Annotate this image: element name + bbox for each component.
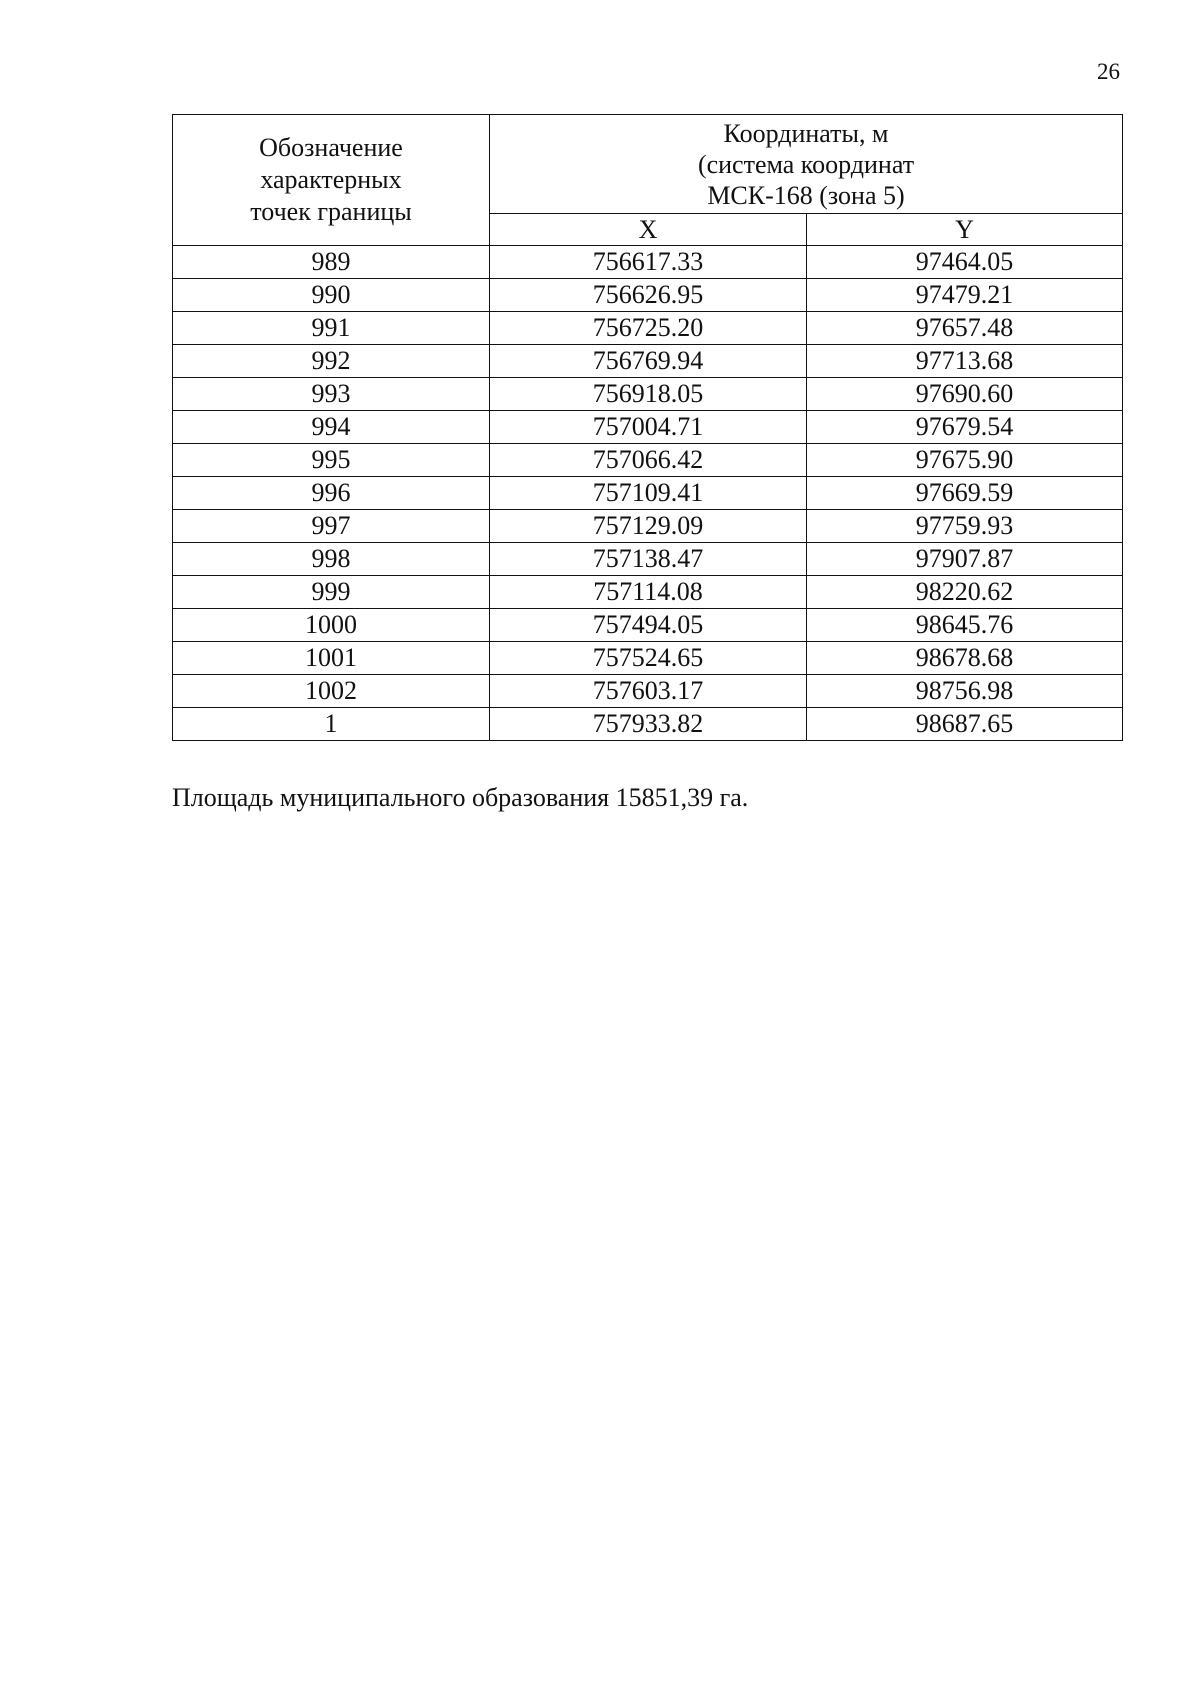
point-cell: 995 [173,444,490,477]
y-cell: 98756.98 [807,675,1123,708]
x-cell: 757004.71 [490,411,807,444]
table-row [173,444,1123,477]
point-cell: 1000 [173,609,490,642]
table-row [173,675,1123,708]
table-row [173,246,1123,279]
table-row [173,609,1123,642]
coordinates-table [172,114,1123,741]
page-number: 26 [1097,59,1120,84]
x-cell: 757138.47 [490,543,807,576]
table-row [173,279,1123,312]
point-cell: 996 [173,477,490,510]
point-cell: 1 [173,708,490,741]
point-column-header-label: Обозначение характерных точек границы [250,133,412,226]
y-cell: 97690.60 [807,378,1123,411]
table-row [173,708,1123,741]
point-cell: 998 [173,543,490,576]
x-column-header: X [490,214,807,246]
table-row [173,345,1123,378]
point-column-header [173,115,490,246]
x-cell: 757066.42 [490,444,807,477]
x-cell: 756769.94 [490,345,807,378]
y-cell: 98687.65 [807,708,1123,741]
point-cell: 989 [173,246,490,279]
y-cell: 97759.93 [807,510,1123,543]
x-cell: 757933.82 [490,708,807,741]
table-row [173,477,1123,510]
coordinates-column-header-label: Координаты, м (система координат МСК-168 (зона 5) [697,118,915,210]
table-row [173,312,1123,345]
y-cell: 97907.87 [807,543,1123,576]
x-cell: 756626.95 [490,279,807,312]
point-cell: 990 [173,279,490,312]
x-cell: 757109.41 [490,477,807,510]
y-column-header: Y [807,214,1123,246]
x-cell: 756918.05 [490,378,807,411]
y-cell: 97675.90 [807,444,1123,477]
y-cell: 97464.05 [807,246,1123,279]
table-body [173,246,1123,741]
x-cell: 757129.09 [490,510,807,543]
table-row [173,543,1123,576]
table-row [173,510,1123,543]
table-row [173,642,1123,675]
y-cell: 97479.21 [807,279,1123,312]
table-row [173,411,1123,444]
table-row [173,378,1123,411]
y-cell: 97669.59 [807,477,1123,510]
x-cell: 757114.08 [490,576,807,609]
point-cell: 1001 [173,642,490,675]
point-cell: 1002 [173,675,490,708]
x-cell: 757603.17 [490,675,807,708]
point-cell: 991 [173,312,490,345]
table-row [173,576,1123,609]
point-cell: 992 [173,345,490,378]
y-cell: 97679.54 [807,411,1123,444]
y-cell: 98220.62 [807,576,1123,609]
point-cell: 999 [173,576,490,609]
x-cell: 756617.33 [490,246,807,279]
y-cell: 97657.48 [807,312,1123,345]
y-cell: 97713.68 [807,345,1123,378]
y-cell: 98678.68 [807,642,1123,675]
area-statement: Площадь муниципального образования 15851,39 га. [172,783,749,812]
x-cell: 756725.20 [490,312,807,345]
point-cell: 997 [173,510,490,543]
y-cell: 98645.76 [807,609,1123,642]
x-cell: 757524.65 [490,642,807,675]
coordinates-column-header [490,115,1123,214]
point-cell: 994 [173,411,490,444]
x-cell: 757494.05 [490,609,807,642]
point-cell: 993 [173,378,490,411]
